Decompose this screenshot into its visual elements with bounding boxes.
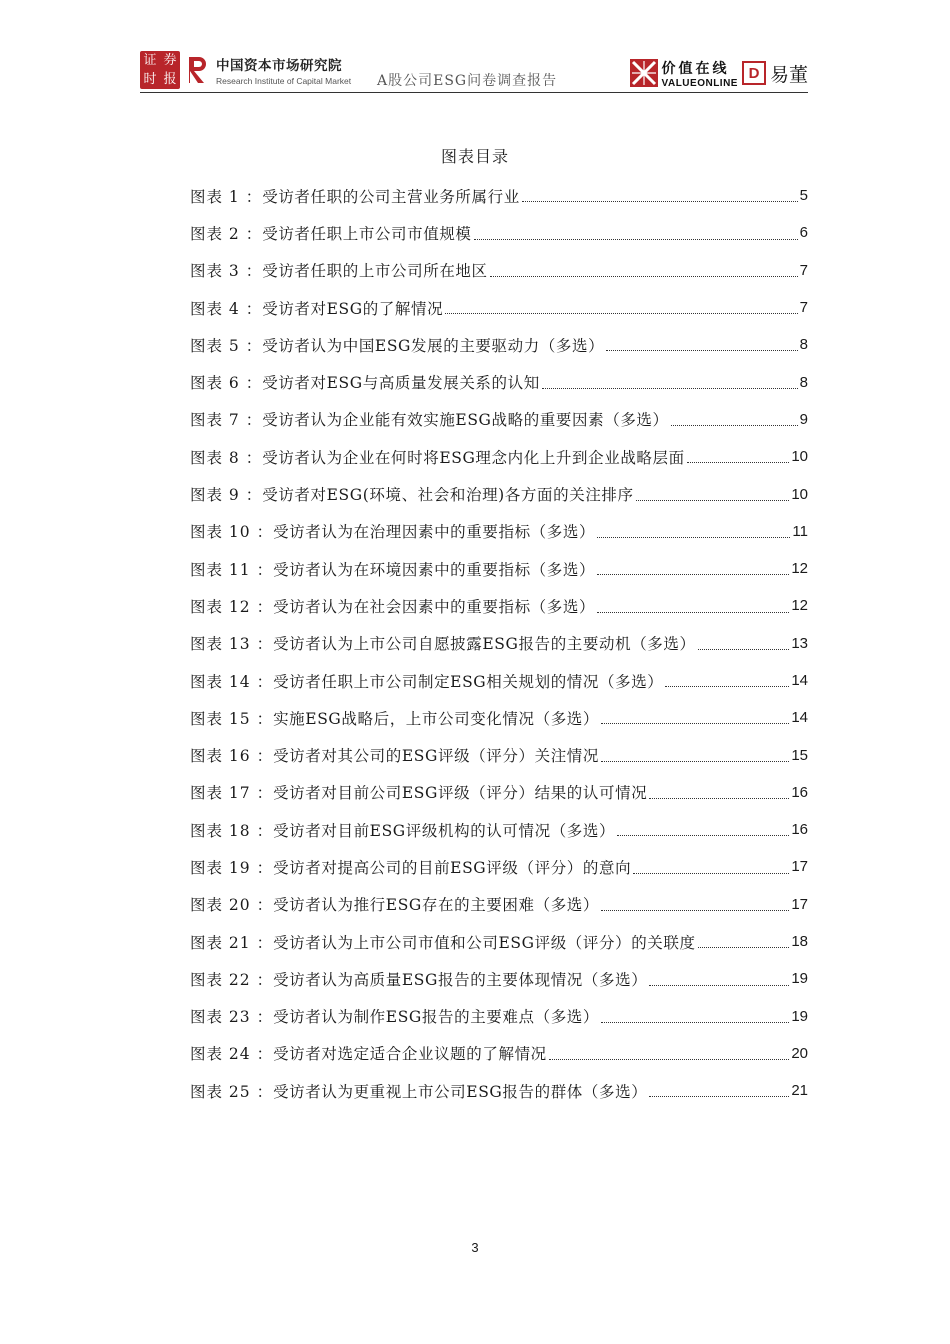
institute-name-cn: 中国资本市场研究院 xyxy=(216,58,342,74)
toc-entry-label: 图表 21 ： xyxy=(190,933,274,952)
report-title: A股公司ESG问卷调查报告 xyxy=(377,73,558,89)
toc-entry-label: 图表 23 ： xyxy=(190,1008,274,1027)
toc-entry-page: 11 xyxy=(792,522,808,540)
toc-entry[interactable] xyxy=(190,513,808,550)
toc-entry-page: 19 xyxy=(791,970,808,988)
toc-leader xyxy=(597,537,790,538)
toc-leader xyxy=(649,1096,789,1097)
toc-leader xyxy=(490,276,798,277)
toc-entry-text: 受访者认为在社会因素中的重要指标（多选） xyxy=(273,597,596,616)
valueonline-mark-icon xyxy=(630,59,658,87)
seal-char: 券 xyxy=(163,53,177,68)
toc-entry-label: 图表 18 ： xyxy=(190,821,274,840)
toc-entry-page: 17 xyxy=(791,858,808,876)
toc-entry-page: 10 xyxy=(791,485,808,503)
toc-entry-label: 图表 19 ： xyxy=(190,858,274,877)
toc-entry[interactable] xyxy=(190,625,808,662)
toc-entry[interactable] xyxy=(190,401,808,438)
toc-entry[interactable] xyxy=(190,438,808,475)
toc-entry-page: 18 xyxy=(791,933,808,951)
toc-entry-text: 受访者对目前ESG评级机构的认可情况（多选） xyxy=(273,821,616,840)
toc-entry-page: 7 xyxy=(799,299,808,317)
toc-entry-label: 图表 5 ： xyxy=(190,336,263,355)
toc-entry-page: 14 xyxy=(791,709,808,727)
toc-leader xyxy=(474,239,798,240)
toc-leader xyxy=(636,500,790,501)
toc-leader xyxy=(601,910,789,911)
toc-leader xyxy=(665,686,789,687)
yidong-badge-icon: D xyxy=(742,61,766,85)
toc-entry[interactable] xyxy=(190,960,808,997)
toc-entry[interactable] xyxy=(190,774,808,811)
toc-entry-text: 受访者对目前公司ESG评级（评分）结果的认可情况 xyxy=(273,784,648,803)
table-of-figures xyxy=(190,177,808,1109)
toc-entry-page: 16 xyxy=(791,783,808,801)
toc-entry-text: 受访者任职的公司主营业务所属行业 xyxy=(262,187,520,206)
toc-entry-page: 14 xyxy=(791,672,808,689)
toc-leader xyxy=(597,612,789,613)
toc-entry-label: 图表 2 ： xyxy=(190,224,263,243)
toc-entry[interactable] xyxy=(190,214,808,251)
toc-entry-page: 13 xyxy=(791,634,808,652)
toc-leader xyxy=(606,350,797,351)
seal-char: 报 xyxy=(163,72,177,87)
toc-leader xyxy=(649,985,789,986)
toc-entry[interactable] xyxy=(190,363,808,400)
toc-entry-label: 图表 13 ： xyxy=(190,635,274,654)
toc-title: 图表目录 xyxy=(440,147,509,166)
toc-entry-page: 5 xyxy=(799,187,808,205)
toc-entry-page: 7 xyxy=(799,261,808,279)
toc-leader xyxy=(522,201,798,202)
toc-entry-label: 图表 10 ： xyxy=(190,523,274,542)
page-header xyxy=(140,48,808,94)
toc-entry-page: 12 xyxy=(791,597,808,615)
toc-leader xyxy=(698,947,790,948)
yidong-brand: 易董 xyxy=(769,63,808,86)
toc-entry[interactable] xyxy=(190,1072,808,1109)
toc-entry[interactable] xyxy=(190,811,808,848)
toc-entry[interactable] xyxy=(190,736,808,773)
toc-entry-text: 受访者认为制作ESG报告的主要难点（多选） xyxy=(273,1008,599,1027)
toc-entry-page: 12 xyxy=(791,560,808,578)
toc-entry[interactable] xyxy=(190,252,808,289)
toc-entry[interactable] xyxy=(190,848,808,885)
toc-entry-text: 受访者认为企业在何时将ESG理念内化上升到企业战略层面 xyxy=(262,448,685,467)
toc-entry-label: 图表 6 ： xyxy=(190,374,263,393)
toc-leader xyxy=(649,798,789,799)
toc-entry-label: 图表 8 ： xyxy=(190,448,263,467)
toc-entry-label: 图表 17 ： xyxy=(190,784,274,803)
toc-entry[interactable] xyxy=(190,886,808,923)
toc-entry[interactable] xyxy=(190,699,808,736)
toc-entry-text: 受访者任职上市公司市值规模 xyxy=(262,224,472,243)
toc-entry-page: 21 xyxy=(791,1082,808,1100)
toc-entry-text: 受访者认为推行ESG存在的主要困难（多选） xyxy=(273,896,599,915)
toc-entry[interactable] xyxy=(190,923,808,960)
toc-entry[interactable] xyxy=(190,550,808,587)
toc-entry-page: 15 xyxy=(791,746,808,764)
toc-leader xyxy=(687,462,790,463)
toc-entry-label: 图表 24 ： xyxy=(190,1045,274,1064)
toc-entry-label: 图表 12 ： xyxy=(190,597,274,616)
valueonline-name-en: VALUEONLINE xyxy=(661,77,738,89)
toc-leader xyxy=(633,873,789,874)
securities-times-logo xyxy=(140,48,351,92)
toc-entry-text: 受访者对ESG与高质量发展关系的认知 xyxy=(262,374,540,393)
toc-entry[interactable] xyxy=(190,475,808,512)
toc-entry-label: 图表 9 ： xyxy=(190,486,263,505)
toc-entry-text: 受访者任职的上市公司所在地区 xyxy=(262,262,488,281)
toc-entry-text: 受访者认为高质量ESG报告的主要体现情况（多选） xyxy=(273,970,648,989)
toc-entry-label: 图表 11 ： xyxy=(190,560,274,579)
toc-entry-label: 图表 20 ： xyxy=(190,896,274,915)
toc-entry-label: 图表 3 ： xyxy=(190,262,263,281)
toc-entry-label: 图表 25 ： xyxy=(190,1082,274,1101)
institute-r-icon xyxy=(186,55,210,85)
toc-entry[interactable] xyxy=(190,1035,808,1072)
toc-entry-label: 图表 16 ： xyxy=(190,747,274,766)
toc-entry-page: 6 xyxy=(799,224,808,242)
toc-leader xyxy=(617,835,789,836)
toc-entry[interactable] xyxy=(190,998,808,1035)
institute-name-en: Research Institute of Capital Market xyxy=(216,76,352,86)
toc-entry-page: 17 xyxy=(791,895,808,913)
toc-entry-text: 受访者认为更重视上市公司ESG报告的群体（多选） xyxy=(273,1082,648,1101)
toc-leader xyxy=(597,574,789,575)
toc-entry[interactable] xyxy=(190,587,808,624)
toc-entry-label: 图表 7 ： xyxy=(190,411,263,430)
toc-entry-text: 受访者对ESG(环境、社会和治理)各方面的关注排序 xyxy=(262,486,634,505)
toc-entry-text: 受访者对ESG的了解情况 xyxy=(262,299,444,318)
toc-leader xyxy=(698,649,790,650)
toc-entry[interactable] xyxy=(190,289,808,326)
toc-entry-text: 受访者认为上市公司自愿披露ESG报告的主要动机（多选） xyxy=(273,635,696,654)
toc-entry-page: 19 xyxy=(791,1007,808,1025)
toc-leader xyxy=(445,313,797,314)
toc-leader xyxy=(601,723,789,724)
toc-entry-text: 受访者认为在环境因素中的重要指标（多选） xyxy=(273,560,596,579)
toc-entry-text: 受访者认为中国ESG发展的主要驱动力（多选） xyxy=(262,336,605,355)
toc-entry-page: 16 xyxy=(791,821,808,839)
toc-entry-text: 实施ESG战略后，上市公司变化情况（多选） xyxy=(273,709,599,728)
toc-leader xyxy=(542,388,798,389)
toc-entry-page: 8 xyxy=(799,336,808,354)
page-number: 3 xyxy=(471,1240,479,1255)
toc-entry-label: 图表 14 ： xyxy=(190,672,274,691)
seal-char: 证 xyxy=(143,53,157,68)
toc-entry-label: 图表 4 ： xyxy=(190,299,263,318)
toc-leader xyxy=(601,761,789,762)
toc-entry-page: 10 xyxy=(791,448,808,466)
toc-entry-text: 受访者对其公司的ESG评级（评分）关注情况 xyxy=(273,747,599,766)
toc-entry-page: 9 xyxy=(799,410,808,428)
toc-entry[interactable] xyxy=(190,326,808,363)
valueonline-logo xyxy=(630,56,808,90)
toc-entry-page: 8 xyxy=(799,373,808,391)
valueonline-name-cn: 价值在线 xyxy=(661,60,730,77)
toc-entry-text: 受访者对提高公司的目前ESG评级（评分）的意向 xyxy=(273,858,632,877)
toc-entry[interactable] xyxy=(190,177,808,214)
toc-leader xyxy=(549,1059,790,1060)
toc-entry-page: 20 xyxy=(791,1044,808,1062)
toc-entry-text: 受访者任职上市公司制定ESG相关规划的情况（多选） xyxy=(273,672,664,691)
toc-entry-text: 受访者认为在治理因素中的重要指标（多选） xyxy=(273,523,596,542)
toc-entry-label: 图表 22 ： xyxy=(190,970,274,989)
securities-times-seal xyxy=(140,51,180,89)
header-divider xyxy=(140,92,808,93)
toc-entry-label: 图表 1 ： xyxy=(190,187,263,206)
toc-entry[interactable] xyxy=(190,662,808,699)
toc-entry-label: 图表 15 ： xyxy=(190,709,274,728)
toc-entry-text: 受访者认为企业能有效实施ESG战略的重要因素（多选） xyxy=(262,411,669,430)
seal-char: 时 xyxy=(143,72,157,87)
toc-entry-text: 受访者对选定适合企业议题的了解情况 xyxy=(273,1045,547,1064)
toc-leader xyxy=(671,425,798,426)
toc-entry-text: 受访者认为上市公司市值和公司ESG评级（评分）的关联度 xyxy=(273,933,696,952)
toc-leader xyxy=(601,1022,789,1023)
